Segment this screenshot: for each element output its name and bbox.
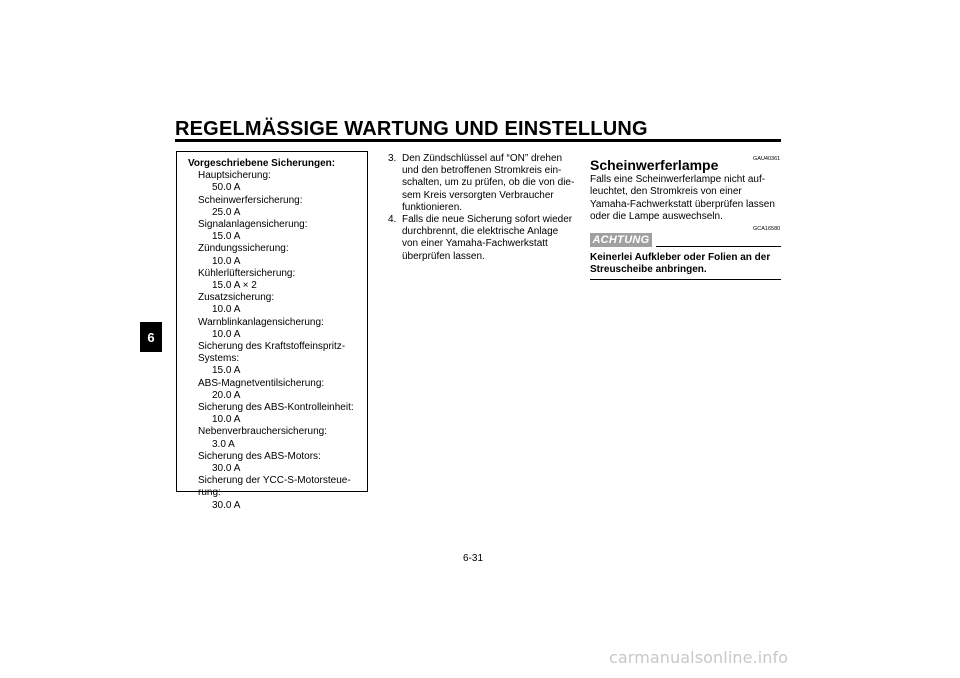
fuse-rating: 25.0 A — [212, 206, 241, 218]
fuse-name: Hauptsicherung: — [198, 170, 271, 182]
step-line: überprüfen lassen. — [402, 250, 485, 262]
chapter-tab: 6 — [140, 322, 162, 352]
fuse-name: Nebenverbrauchersicherung: — [198, 426, 327, 438]
fuse-rating: 50.0 A — [212, 182, 241, 194]
fuse-name: Kühlerlüftersicherung: — [198, 267, 296, 279]
watermark: carmanualsonline.info — [609, 648, 789, 667]
step-line: und den betroffenen Stromkreis ein- — [402, 165, 562, 177]
fuse-rating: 10.0 A — [212, 255, 241, 267]
fuse-rating: 10.0 A — [212, 328, 241, 340]
caution-label: ACHTUNG — [590, 233, 652, 247]
section-body-line: Yamaha-Fachwerkstatt überprüfen lassen — [590, 198, 775, 210]
fuse-name: rung: — [198, 487, 221, 499]
fuse-name: Sicherung des ABS-Kontrolleinheit: — [198, 402, 354, 414]
page-title: REGELMÄSSIGE WARTUNG UND EINSTELLUNG — [175, 118, 648, 140]
fuse-rating: 3.0 A — [212, 438, 235, 450]
fuse-name: Sicherung der YCC-S-Motorsteue- — [198, 475, 351, 487]
steps-list — [388, 153, 578, 263]
caution-ref-code: GCA16580 — [753, 226, 781, 232]
fuse-spec-box — [176, 151, 368, 511]
step-number: 3. — [388, 153, 397, 164]
step-item — [388, 153, 578, 214]
fuse-spec-heading: Vorgeschriebene Sicherungen: — [188, 158, 336, 169]
section-body-line: Falls eine Scheinwerferlampe nicht auf- — [590, 174, 766, 185]
fuse-name: Warnblinkanlagensicherung: — [198, 316, 324, 328]
caution-line: Streuscheibe anbringen. — [590, 264, 707, 276]
step-line: Falls die neue Sicherung sofort wieder — [402, 214, 573, 226]
fuse-name: Signalanlagensicherung: — [198, 219, 308, 231]
step-line: sem Kreis versorgten Verbraucher — [402, 189, 554, 201]
step-line: durchbrennt, die elektrische Anlage — [402, 226, 559, 238]
caution-line: Keinerlei Aufkleber oder Folien an der — [590, 252, 771, 263]
fuse-name: Sicherung des ABS-Motors: — [198, 450, 321, 462]
fuse-spec-list — [188, 170, 367, 512]
fuse-name: Sicherung des Kraftstoffeinspritz- — [198, 341, 346, 353]
step-line: schalten, um zu prüfen, ob die von die- — [402, 177, 575, 189]
caution-text — [590, 252, 780, 277]
fuse-rating: 15.0 A — [212, 365, 241, 377]
fuse-name: ABS-Magnetventilsicherung: — [198, 377, 325, 389]
section-ref-code: GAU40361 — [753, 156, 781, 162]
fuse-rating: 20.0 A — [212, 389, 241, 401]
step-item — [388, 214, 578, 263]
step-text — [402, 153, 578, 214]
fuse-rating: 10.0 A — [212, 414, 241, 426]
caution-rule-bottom — [590, 279, 781, 280]
page-number: 6-31 — [463, 553, 484, 564]
step-number: 4. — [388, 214, 397, 226]
step-line: von einer Yamaha-Fachwerkstatt — [402, 238, 548, 250]
section-heading: Scheinwerferlampe — [590, 157, 719, 173]
caution-rule-top — [656, 246, 781, 247]
section-body-line: leuchtet, den Stromkreis von einer — [590, 186, 742, 198]
fuse-rating: 10.0 A — [212, 304, 241, 316]
fuse-rating: 15.0 A — [212, 231, 241, 243]
fuse-name: Scheinwerfersicherung: — [198, 194, 303, 206]
step-text — [402, 214, 578, 263]
fuse-rating: 15.0 A × 2 — [212, 280, 257, 292]
title-rule — [175, 139, 781, 142]
step-line: funktionieren. — [402, 201, 463, 213]
fuse-rating: 30.0 A — [212, 463, 241, 475]
fuse-rating: 30.0 A — [212, 499, 241, 511]
section-body — [590, 174, 782, 223]
section-body-line: oder die Lampe auswechseln. — [590, 210, 723, 222]
fuse-name: Zündungssicherung: — [198, 243, 289, 255]
fuse-name: Systems: — [198, 353, 240, 365]
fuse-name: Zusatzsicherung: — [198, 292, 275, 304]
step-line: Den Zündschlüssel auf “ON” drehen — [402, 153, 563, 164]
